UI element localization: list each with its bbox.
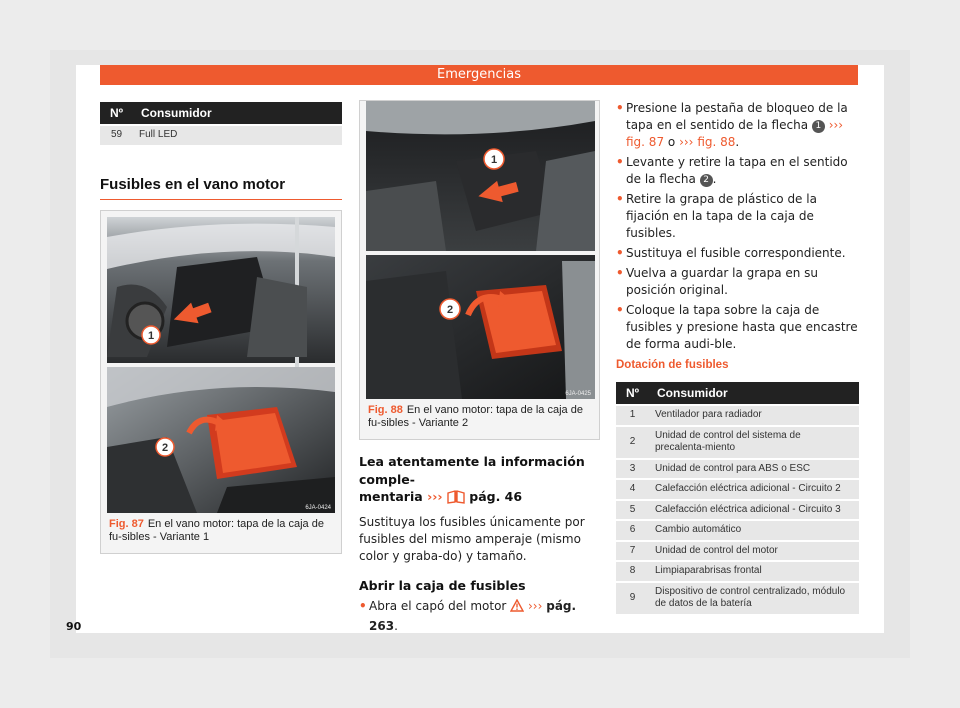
table-row xyxy=(616,406,859,425)
step-open-hood xyxy=(359,598,600,634)
fuse-number: 9 xyxy=(616,583,649,614)
cross-ref-arrows: ››› xyxy=(828,118,844,133)
fuse-number: 7 xyxy=(616,542,649,561)
cross-ref-arrows: ››› xyxy=(679,135,694,150)
period: . xyxy=(394,618,398,633)
col-header-number: Nº xyxy=(100,102,133,124)
column-middle xyxy=(359,100,600,635)
table-row xyxy=(616,480,859,499)
fuse-consumer: Unidad de control para ABS o ESC xyxy=(649,460,859,479)
table-row xyxy=(616,542,859,561)
figure-88-caption-text: En el vano motor: tapa de la caja de fu-sibles - Variante 2 xyxy=(368,404,583,430)
table-row xyxy=(100,126,342,145)
fuse-consumer: Calefacción eléctrica adicional - Circuito 3 xyxy=(649,501,859,520)
column-left xyxy=(100,100,342,554)
fig-87-link[interactable]: fig. 87 xyxy=(626,135,665,150)
section-title: Fusibles en el vano motor xyxy=(100,176,342,200)
page-ref-link[interactable]: pág. 263 xyxy=(369,599,577,633)
figure-code: 6JA-0425 xyxy=(565,391,591,397)
fuse-number: 4 xyxy=(616,480,649,499)
fuse-number: 1 xyxy=(616,406,649,425)
step-store-clip: • Vuelva a guardar la grapa en su posición original. xyxy=(616,265,859,299)
fuse-number: 8 xyxy=(616,562,649,581)
table-header-row xyxy=(100,102,342,124)
info-book-icon xyxy=(447,490,465,509)
info-line-2 xyxy=(359,488,600,509)
fuse-consumer: Calefacción eléctrica adicional - Circuito 2 xyxy=(649,480,859,499)
cross-ref-arrows: ››› xyxy=(528,599,543,614)
marker-1-label: 1 xyxy=(147,329,155,342)
cross-ref-arrows: ››› xyxy=(427,489,443,505)
step-replace-fuse: • Sustituya el fusible correspondiente. xyxy=(616,245,859,262)
step-remove-clip: • Retire la grapa de plástico de la fijación en la tapa de la caja de fusibles. xyxy=(616,191,859,242)
figure-88-label: Fig. 88 xyxy=(368,404,403,416)
info-line-1: Lea atentamente la información comple- xyxy=(359,454,585,487)
table-row xyxy=(616,460,859,479)
info-note xyxy=(359,453,600,509)
fuse-table xyxy=(616,380,859,616)
fuse-consumer: Ventilador para radiador xyxy=(649,406,859,425)
step-replace-cover: • Coloque la tapa sobre la caja de fusibles y presione hasta que encastre de forma audi-ble. xyxy=(616,302,859,353)
fuse-table-continued xyxy=(100,100,342,147)
fuse-number: 59 xyxy=(100,126,133,145)
col-header-consumer: Consumidor xyxy=(133,102,342,124)
period: . xyxy=(712,172,717,187)
marker-1-label: 1 xyxy=(490,154,498,166)
fuse-consumer: Limpiaparabrisas frontal xyxy=(649,562,859,581)
fuse-consumer: Unidad de control del sistema de precalenta-miento xyxy=(649,427,859,458)
figure-87-caption xyxy=(101,513,341,553)
figure-87 xyxy=(100,210,342,554)
figure-87-caption-text: En el vano motor: tapa de la caja de fu-sibles - Variante 1 xyxy=(109,517,324,543)
figure-88-photo xyxy=(360,101,599,399)
figure-code: 6JA-0424 xyxy=(305,504,331,511)
marker-2-label: 2 xyxy=(446,304,454,316)
fuse-number: 3 xyxy=(616,460,649,479)
warning-triangle-icon xyxy=(510,599,524,617)
arrow-2-badge: 2 xyxy=(700,174,713,187)
page-number: 90 xyxy=(66,620,82,633)
fuse-table-title: Dotación de fusibles xyxy=(616,359,729,372)
table-row xyxy=(616,427,859,458)
figure-88-caption xyxy=(360,399,599,439)
col-header-consumer: Consumidor xyxy=(649,382,859,404)
table-row xyxy=(616,501,859,520)
step-press-tab xyxy=(616,100,859,151)
fuse-consumer: Cambio automático xyxy=(649,521,859,540)
fuse-number: 2 xyxy=(616,427,649,458)
figure-87-photo xyxy=(101,211,341,513)
figure-88 xyxy=(359,100,600,440)
table-header-row xyxy=(616,382,859,404)
arrow-1-badge: 1 xyxy=(812,120,825,133)
fuse-number: 6 xyxy=(616,521,649,540)
paragraph-fuses: Sustituya los fusibles únicamente por fusibles del mismo amperaje (mismo color y graba-do) y tamaño. xyxy=(359,514,585,563)
figure-87-label: Fig. 87 xyxy=(109,517,144,530)
table-row xyxy=(616,562,859,581)
info-page-ref[interactable]: pág. 46 xyxy=(469,489,523,505)
fuse-consumer: Unidad de control del motor xyxy=(649,542,859,561)
fuse-number: 5 xyxy=(616,501,649,520)
chapter-header: Emergencias xyxy=(100,65,858,85)
conjunction: o xyxy=(667,135,676,150)
marker-2-label: 2 xyxy=(161,441,169,454)
open-box-heading: Abrir la caja de fusibles xyxy=(359,577,526,593)
fuse-consumer: Dispositivo de control centralizado, módulo de datos de la batería xyxy=(649,583,859,614)
info-prefix: mentaria xyxy=(359,489,423,505)
step-text: Abra el capó del motor xyxy=(369,599,507,614)
step-text: Levante y retire la tapa en el sentido de la flecha xyxy=(626,155,848,187)
period: . xyxy=(735,135,740,150)
fig-88-link[interactable]: fig. 88 xyxy=(697,135,736,150)
col-header-number: Nº xyxy=(616,382,649,404)
step-text: Presione la pestaña de bloqueo de la tapa en el sentido de la flecha xyxy=(626,101,848,133)
table-row xyxy=(616,583,859,614)
fuse-consumer: Full LED xyxy=(133,126,342,145)
step-lift-cover xyxy=(616,154,859,188)
column-right xyxy=(616,100,859,616)
table-row xyxy=(616,521,859,540)
